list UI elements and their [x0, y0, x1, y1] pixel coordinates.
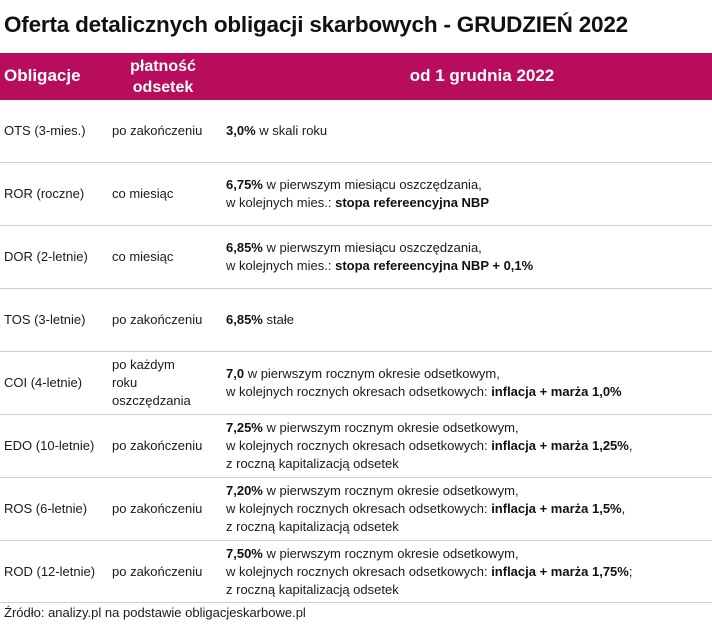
header-platnosc-line1: płatność [130, 58, 196, 75]
rate-text: w pierwszym miesiącu oszczędzania, [262, 177, 482, 192]
rate-text: w pierwszym rocznym okresie odsetkowym, [244, 366, 500, 381]
header-platnosc-line2: odsetek [132, 79, 194, 96]
interest-rate-description [226, 478, 710, 540]
rate-line [226, 545, 632, 563]
rate-value-bold: 7,25% [226, 420, 263, 435]
header-platnosc-odsetek [112, 56, 214, 98]
rate-line [226, 383, 622, 401]
rate-value-bold: stopa refereencyjna NBP + 0,1% [335, 258, 534, 273]
rate-text: w pierwszym rocznym okresie odsetkowym, [262, 545, 519, 561]
rate-text: stałe [262, 312, 294, 327]
rate-value-bold: 6,85% [226, 240, 263, 255]
interest-rate-description [226, 289, 710, 351]
rate-value-bold: 7,0 [226, 366, 245, 381]
rate-text: z roczną kapitalizacją odsetek [226, 456, 399, 471]
rate-text: z roczną kapitalizacją odsetek [226, 581, 399, 597]
rate-value-bold: 6,85% [226, 312, 263, 327]
rate-line [226, 455, 632, 473]
table-row [0, 163, 712, 226]
rate-line [226, 500, 625, 518]
bond-name: TOS (3-letnie) [4, 312, 86, 327]
rate-text: w kolejnych mies.: [226, 258, 336, 273]
payment-frequency: co miesiąc [112, 186, 174, 201]
bond-name: COI (4-letnie) [4, 375, 83, 390]
rate-value-bold: 6,75% [226, 177, 263, 192]
rate-text: w skali roku [255, 123, 328, 138]
rate-text: , [621, 501, 626, 516]
rate-line [226, 365, 622, 383]
rate-text: w kolejnych rocznych okresach odsetkowych: [226, 438, 492, 453]
interest-rate-description [226, 541, 710, 602]
rate-line [226, 518, 625, 536]
bond-name: ROD (12-letnie) [4, 563, 96, 579]
interest-rate-description [226, 100, 710, 162]
bond-name: ROS (6-letnie) [4, 501, 88, 516]
interest-rate-description [226, 163, 710, 225]
payment-frequency: co miesiąc [112, 249, 174, 264]
bond-name: OTS (3-mies.) [4, 123, 86, 138]
payment-frequency [112, 352, 222, 414]
rate-line [226, 311, 294, 329]
interest-rate-description [226, 352, 710, 414]
header-od-1-grudnia: od 1 grudnia 2022 [409, 66, 555, 85]
rate-text: w pierwszym rocznym okresie odsetkowym, [262, 483, 519, 498]
source-note: Źródło: analizy.pl na podstawie obligacjeskarbowe.pl [4, 605, 306, 620]
table-row [0, 100, 712, 163]
rate-value-bold: inflacja + marża 1,75% [491, 563, 629, 579]
interest-rate-description [226, 415, 710, 477]
payment-frequency-line: po każdym [112, 357, 175, 372]
payment-frequency-line: oszczędzania [112, 393, 191, 408]
rate-value-bold: inflacja + marża 1,5% [491, 501, 622, 516]
table-header [0, 53, 712, 100]
bond-name: EDO (10-letnie) [4, 438, 95, 453]
header-obligacje: Obligacje [4, 66, 81, 85]
page-title: Oferta detalicznych obligacji skarbowych - GRUDZIEŃ 2022 [4, 12, 628, 37]
table-row [0, 415, 712, 478]
table-row [0, 541, 712, 603]
payment-frequency-line: roku [112, 375, 138, 390]
rate-value-bold: 7,50% [226, 545, 263, 561]
payment-frequency: po zakończeniu [112, 312, 203, 327]
rate-line [226, 122, 327, 140]
table-row [0, 478, 712, 541]
table-row [0, 226, 712, 289]
rate-line [226, 176, 489, 194]
interest-rate-description [226, 226, 710, 288]
rate-text: w kolejnych rocznych okresach odsetkowych: [226, 384, 492, 399]
rate-line [226, 257, 533, 275]
rate-text: ; [628, 563, 633, 579]
payment-frequency: po zakończeniu [112, 123, 203, 138]
rate-line [226, 581, 632, 599]
rate-line [226, 437, 632, 455]
payment-frequency: po zakończeniu [112, 438, 203, 453]
rate-text: w kolejnych rocznych okresach odsetkowych: [226, 563, 492, 579]
rate-line [226, 563, 632, 581]
rate-text: w pierwszym rocznym okresie odsetkowym, [262, 420, 519, 435]
payment-frequency: po zakończeniu [112, 501, 203, 516]
bond-name: DOR (2-letnie) [4, 249, 88, 264]
table-row [0, 289, 712, 352]
rate-text: w kolejnych mies.: [226, 195, 336, 210]
rate-value-bold: 3,0% [226, 123, 256, 138]
rate-text: , [628, 438, 633, 453]
rate-text: w pierwszym miesiącu oszczędzania, [262, 240, 482, 255]
payment-frequency: po zakończeniu [112, 563, 203, 579]
rate-value-bold: 7,20% [226, 483, 263, 498]
rate-text: w kolejnych rocznych okresach odsetkowych: [226, 501, 492, 516]
rate-line [226, 482, 625, 500]
rate-value-bold: inflacja + marża 1,0% [491, 384, 622, 399]
rate-value-bold: inflacja + marża 1,25% [491, 438, 629, 453]
rate-line [226, 194, 489, 212]
rate-text: z roczną kapitalizacją odsetek [226, 519, 399, 534]
rate-line [226, 239, 533, 257]
rate-value-bold: stopa refereencyjna NBP [335, 195, 489, 210]
rate-line [226, 419, 632, 437]
table-row [0, 352, 712, 415]
bond-name: ROR (roczne) [4, 186, 85, 201]
